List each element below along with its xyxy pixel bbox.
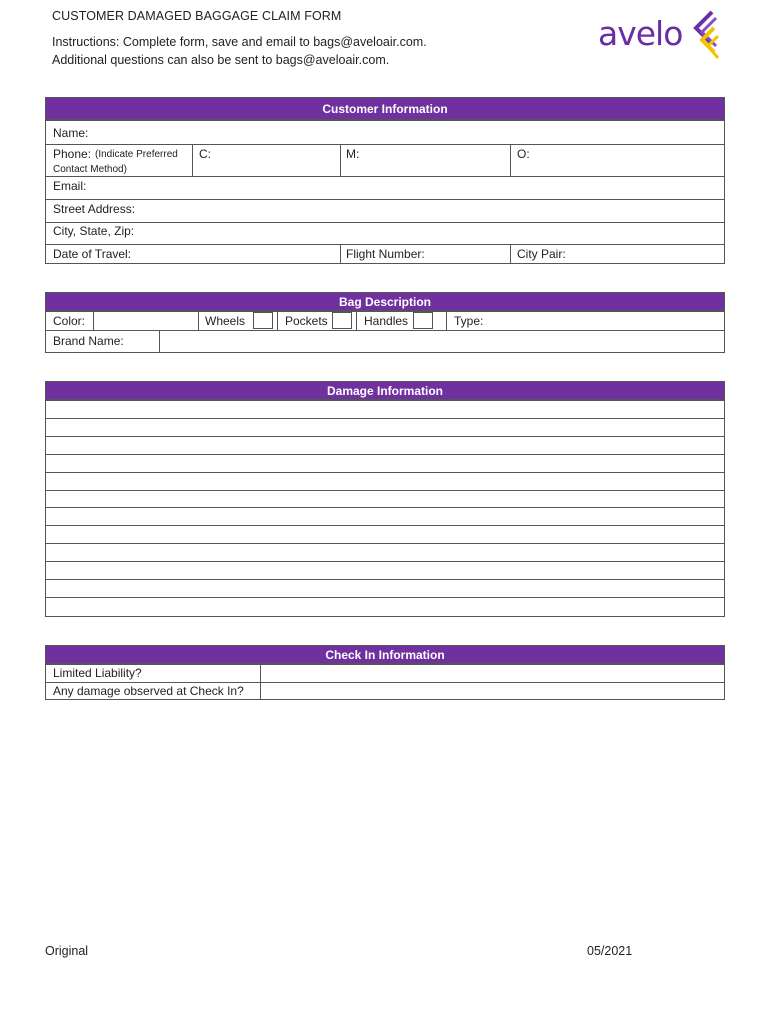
city-state-zip-field[interactable] <box>146 223 721 243</box>
damage-row[interactable] <box>46 455 724 473</box>
damage-observed-field[interactable] <box>262 683 722 699</box>
phone-cell-label: C: <box>199 147 211 161</box>
damage-row[interactable] <box>46 419 724 437</box>
check-in-information-table <box>45 664 725 700</box>
phone-other-label: O: <box>517 147 530 161</box>
phone-other-field[interactable] <box>536 145 722 175</box>
avelo-logo <box>598 10 726 64</box>
date-of-travel-field[interactable] <box>146 245 338 263</box>
phone-mobile-field[interactable] <box>366 145 508 175</box>
logo-wordmark: avelo <box>598 14 683 53</box>
footer-date: 05/2021 <box>587 944 633 958</box>
damage-row[interactable] <box>46 491 724 509</box>
customer-information-header: Customer Information <box>45 97 725 120</box>
damage-row[interactable] <box>46 598 724 616</box>
wheels-label: Wheels <box>205 314 246 328</box>
brand-name-field[interactable] <box>161 331 721 352</box>
city-pair-field[interactable] <box>576 245 722 263</box>
wheels-checkbox[interactable] <box>253 312 273 329</box>
limited-liability-field[interactable] <box>262 665 722 681</box>
email-label: Email: <box>53 179 87 193</box>
color-field[interactable] <box>95 313 197 329</box>
pockets-checkbox[interactable] <box>332 312 352 329</box>
damage-row[interactable] <box>46 437 724 455</box>
bag-description-table <box>45 311 725 353</box>
name-label: Name: <box>53 126 89 140</box>
phone-note-1: (Indicate Preferred <box>95 149 178 160</box>
check-in-information-header: Check In Information <box>45 645 725 664</box>
damage-information-table <box>45 400 725 617</box>
street-address-label: Street Address: <box>53 202 136 216</box>
damage-row[interactable] <box>46 544 724 562</box>
phone-cell-field[interactable] <box>216 145 338 175</box>
handles-checkbox[interactable] <box>413 312 433 329</box>
damage-information-header: Damage Information <box>45 381 725 400</box>
damage-row[interactable] <box>46 473 724 491</box>
instructions-line-1: Instructions: Complete form, save and email to bags@aveloair.com. <box>52 35 427 49</box>
date-of-travel-label: Date of Travel: <box>53 247 132 261</box>
damage-observed-label: Any damage observed at Check In? <box>53 684 244 698</box>
phone-mobile-label: M: <box>346 147 360 161</box>
city-pair-label: City Pair: <box>517 247 566 261</box>
damage-row[interactable] <box>46 509 724 527</box>
flight-number-label: Flight Number: <box>346 247 425 261</box>
type-label: Type: <box>454 314 484 328</box>
form-title: CUSTOMER DAMAGED BAGGAGE CLAIM FORM <box>52 9 342 23</box>
email-field[interactable] <box>106 177 721 198</box>
phone-note-2: Contact Method) <box>53 164 127 175</box>
damage-row[interactable] <box>46 562 724 580</box>
limited-liability-label: Limited Liability? <box>53 666 142 680</box>
flight-number-field[interactable] <box>436 245 508 263</box>
city-state-zip-label: City, State, Zip: <box>53 224 135 238</box>
customer-information-table <box>45 120 725 264</box>
instructions-line-2: Additional questions can also be sent to bags@aveloair.com. <box>52 53 390 67</box>
name-field[interactable] <box>106 122 721 143</box>
color-label: Color: <box>53 314 86 328</box>
bag-description-header: Bag Description <box>45 292 725 311</box>
handles-label: Handles <box>364 314 409 328</box>
avelo-chevron-logo-icon <box>690 10 720 62</box>
damage-row[interactable] <box>46 580 724 598</box>
damage-row[interactable] <box>46 401 724 419</box>
footer-original: Original <box>45 944 89 958</box>
brand-name-label: Brand Name: <box>53 334 124 348</box>
type-field[interactable] <box>491 313 721 329</box>
phone-label: Phone: <box>53 147 92 161</box>
street-address-field[interactable] <box>146 200 721 221</box>
pockets-label: Pockets <box>285 314 328 328</box>
damage-row[interactable] <box>46 526 724 544</box>
